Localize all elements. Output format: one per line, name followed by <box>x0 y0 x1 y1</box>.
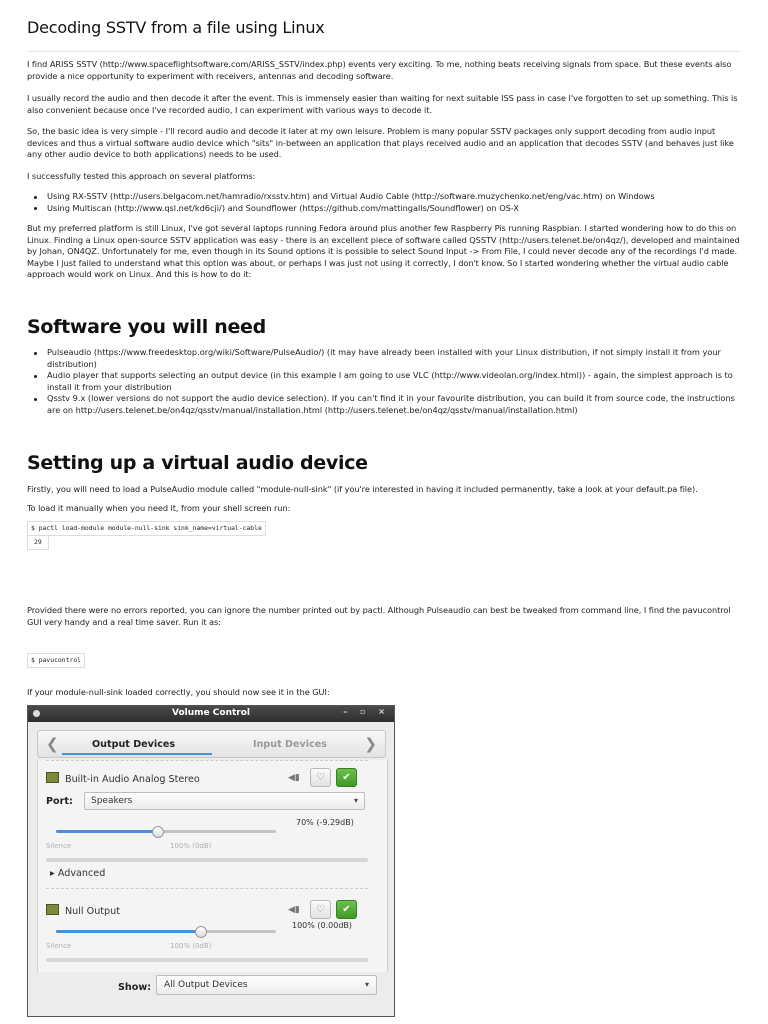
checkmark-icon: ✔ <box>342 772 351 783</box>
devices-panel <box>37 760 388 972</box>
window-titlebar[interactable] <box>28 706 394 722</box>
active-tab-indicator <box>62 753 212 755</box>
tab-output-devices[interactable]: Output Devices <box>92 739 176 750</box>
software-list <box>27 347 741 417</box>
show-label: Show: <box>118 982 152 993</box>
full-volume-label: 100% (0dB) <box>170 942 212 950</box>
pavucontrol-command: $ pavucontrol <box>27 653 85 668</box>
window-title: Volume Control <box>172 708 250 718</box>
device-name: Null Output <box>65 906 120 917</box>
list-item: Pulseaudio (https://www.freedesktop.org/wiki/Software/PulseAudio/) (it may have already been installed with your Linux distribution, if not simply install it from your distribution) <box>27 347 741 370</box>
sound-card-icon <box>46 904 59 915</box>
tab-next-icon[interactable]: ❯ <box>364 735 377 753</box>
meter-bar <box>46 858 368 862</box>
setup-heading: Setting up a virtual audio device <box>27 452 368 474</box>
page-title: Decoding SSTV from a file using Linux <box>27 18 325 37</box>
silence-label: Silence <box>46 842 72 850</box>
silence-label: Silence <box>46 942 72 950</box>
speaker-icon[interactable]: ◀▮ <box>288 773 300 783</box>
setup-paragraph-4: If your module-null-sink loaded correctly, you should now see it in the GUI: <box>27 687 330 697</box>
speaker-icon[interactable]: ◀▮ <box>288 905 300 915</box>
pactl-output: 29 <box>27 535 49 550</box>
checkmark-icon: ✔ <box>342 904 351 915</box>
expander-icon: ▸ <box>50 868 55 879</box>
intro-paragraph: I find ARISS SSTV (http://www.spaceflightsoftware.com/ARISS_SSTV/index.php) events very exciting. To me, nothing beats receiving signals from space. But these events also provide a nice opportunity to experiment with receivers, antennas and decoding software. <box>27 59 732 81</box>
port-value: Speakers <box>91 796 133 806</box>
tab-prev-icon[interactable]: ❮ <box>46 735 59 753</box>
list-item: Using Multiscan (http://www.qsl.net/kd6cji/) and Soundflower (https://github.com/mattingalls/Soundflower) on OS-X <box>27 203 741 215</box>
meter-bar <box>46 958 368 962</box>
set-default-button[interactable] <box>336 768 357 787</box>
lock-icon: ♡ <box>316 904 325 915</box>
volume-readout: 100% (0.00dB) <box>292 921 353 930</box>
advanced-expander[interactable] <box>50 868 105 879</box>
device-tabs <box>37 730 386 758</box>
show-filter-bar <box>28 972 394 1016</box>
tab-input-devices[interactable]: Input Devices <box>253 739 327 750</box>
panel-top-divider <box>46 760 368 762</box>
title-divider <box>27 51 741 52</box>
chevron-down-icon: ▾ <box>364 980 369 989</box>
setup-paragraph-1: Firstly, you will need to load a PulseAudio module called "module-null-sink" (if you're interested in having it included permanently, take a look at your default.pa file). <box>27 484 698 494</box>
sound-card-icon <box>46 772 59 783</box>
device-divider <box>46 888 368 890</box>
lock-channels-button[interactable] <box>310 768 331 787</box>
advanced-label: Advanced <box>57 868 106 879</box>
lock-icon: ♡ <box>316 772 325 783</box>
port-select[interactable] <box>84 792 365 810</box>
device-name: Built-in Audio Analog Stereo <box>65 774 200 785</box>
idea-paragraph: So, the basic idea is very simple - I'll record audio and decode it later at my own leisure. Problem is many popular SSTV packages only support decoding from audio input devices and thus a virtual software audio device which "sits" in-between an application that plays received audio and an application that decodes SSTV (and behaves just like any other audio device to both applications) needs to be used. <box>27 126 734 160</box>
platform-list <box>27 191 741 214</box>
volume-slider-knob[interactable] <box>152 826 164 838</box>
setup-paragraph-3: Provided there were no errors reported, you can ignore the number printed out by pactl. Although Pulseaudio can best be tweaked from command line, I find the pavucontrol GUI very handy and a real time saver. Run it as: <box>27 605 731 627</box>
device-header <box>46 772 200 785</box>
volume-slider-fill <box>56 830 158 833</box>
show-select[interactable] <box>156 975 377 995</box>
window-controls[interactable]: – ▫ × <box>343 707 390 716</box>
volume-control-window <box>27 705 395 1017</box>
linux-paragraph: But my preferred platform is still Linux, I've got several laptops running Fedora around plus another few Raspberry Pis running Raspbian. I started wondering how to do this on Linux. Finding a Linux open-source SSTV application was easy - there is an excellent piece of software called QSSTV (http://users.telenet.be/on4qz/), developed and maintained by Johan, ON4QZ. Unfortunately for me, even though in its Sound options it is possible to select Sound Input -> From File, I could never decode any of the recordings I'd made. Maybe I just failed to understand what this option was about, or perhaps I was just not using it correctly, I don't know. So I started wondering whether the virtual audio cable approach would work on Linux. And this is how to do it: <box>27 223 740 280</box>
platforms-intro: I successfully tested this approach on several platforms: <box>27 171 256 181</box>
volume-readout: 70% (-9.29dB) <box>296 818 354 827</box>
volume-slider-knob[interactable] <box>195 926 207 938</box>
list-item: Using RX-SSTV (http://users.belgacom.net/hamradio/rxsstv.htm) and Virtual Audio Cable (http://software.muzychenko.net/eng/vac.htm) on Windows <box>27 191 741 203</box>
set-default-button[interactable] <box>336 900 357 919</box>
lock-channels-button[interactable] <box>310 900 331 919</box>
list-item: Qsstv 9.x (lower versions do not support the audio device selection). If you can't find it in your favourite distribution, you can build it from source code, the instructions are on http://users.telenet.be/on4qz/qsstv/manual/installation.html (http://users.telenet.be/on4qz/qsstv/manual/installation.html) <box>27 393 741 416</box>
chevron-down-icon: ▾ <box>353 796 358 805</box>
list-item: Audio player that supports selecting an output device (in this example I am going to use VLC (http://www.videolan.org/index.html)) - again, the simplest approach is to install it from your distribution <box>27 370 741 393</box>
software-heading: Software you will need <box>27 316 266 338</box>
port-label: Port: <box>46 796 73 807</box>
show-value: All Output Devices <box>164 980 248 990</box>
pactl-command: $ pactl load-module module-null-sink sink_name=virtual-cable <box>27 521 266 536</box>
setup-paragraph-2: To load it manually when you need it, from your shell screen run: <box>27 503 291 513</box>
volume-slider-fill <box>56 930 201 933</box>
recording-paragraph: I usually record the audio and then decode it after the event. This is immensely easier than waiting for next suitable ISS pass in case I've forgotten to set up something. This is also convenient because once I've recorded audio, I can experiment with various ways to decode it. <box>27 93 738 115</box>
device-header <box>46 904 120 917</box>
full-volume-label: 100% (0dB) <box>170 842 212 850</box>
